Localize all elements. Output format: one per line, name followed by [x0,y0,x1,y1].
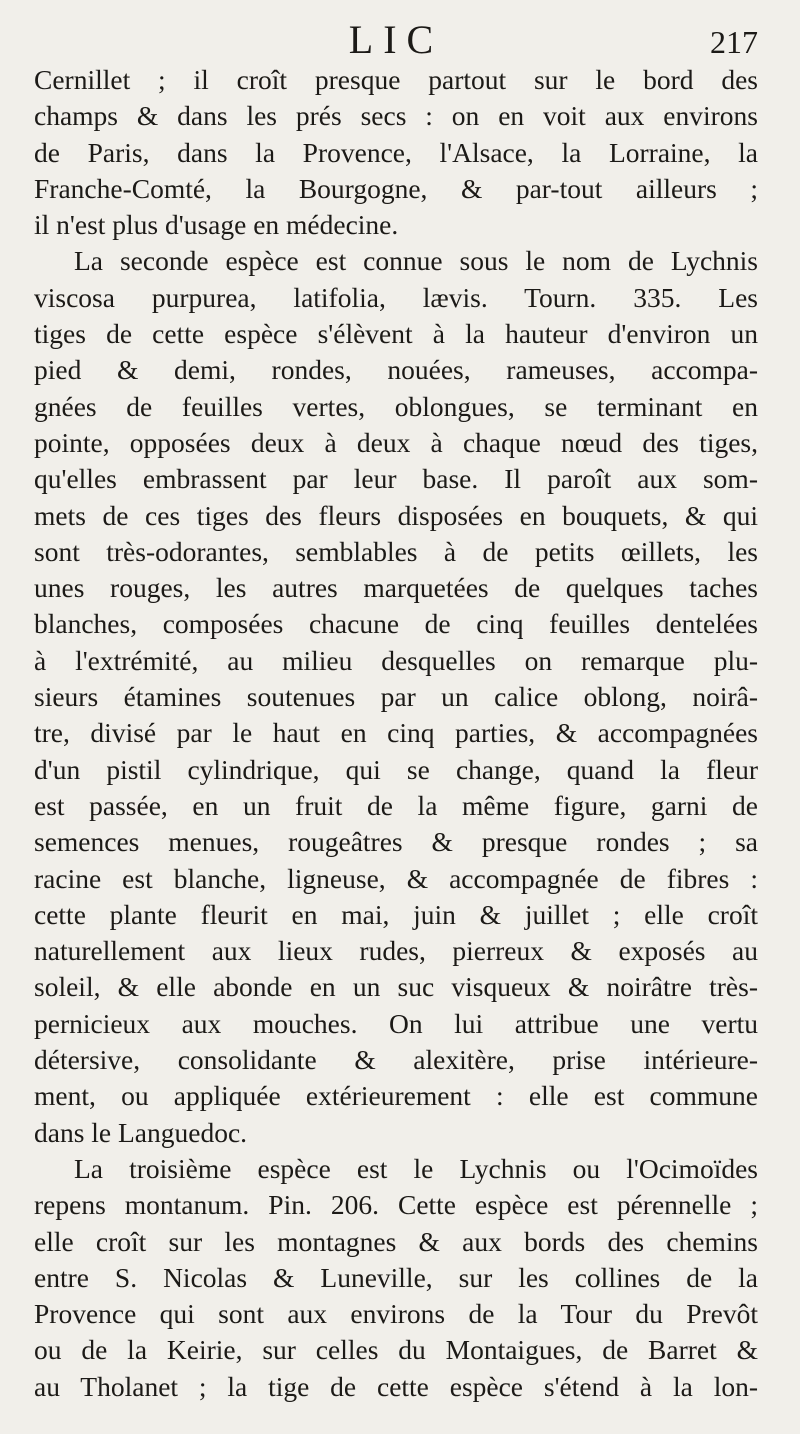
text-line: soleil, & elle abonde en un suc visqueux & noirâtre très- [34,971,758,1003]
text-line: La troisième espèce est le Lychnis ou l'Ocimoïdes [74,1152,758,1184]
text-line: entre S. Nicolas & Luneville, sur les collines de la [34,1261,758,1293]
body-text [34,62,758,1405]
text-line: pied & demi, rondes, nouées, rameuses, accompa- [34,354,758,386]
text-line: champs & dans les prés secs : on en voit aux environs [34,100,758,132]
text-line: ment, ou appliquée extérieurement : elle est commune [34,1080,758,1112]
text-line: à l'extrémité, au milieu desquelles on remarque plu- [34,644,758,676]
text-line: La seconde espèce est connue sous le nom de Lychnis [74,245,758,277]
text-line: de Paris, dans la Provence, l'Alsace, la Lorraine, la [34,136,758,168]
text-line: Franche-Comté, la Bourgogne, & par-tout ailleurs ; [34,172,758,204]
text-line: ou de la Keirie, sur celles du Montaigues, de Barret & [34,1334,758,1366]
text-line: tiges de cette espèce s'élèvent à la hauteur d'environ un [34,318,758,350]
text-line: mets de ces tiges des fleurs disposées en bouquets, & qui [34,499,758,531]
text-line: cette plante fleurit en mai, juin & juillet ; elle croît [34,898,758,930]
text-line: est passée, en un fruit de la même figure, garni de [34,789,758,821]
text-line: unes rouges, les autres marquetées de quelques taches [34,572,758,604]
text-line: sont très-odorantes, semblables à de petits œillets, les [34,535,758,567]
text-line: il n'est plus d'usage en médecine. [34,209,399,241]
text-line: qu'elles embrassent par leur base. Il paroît aux som- [34,463,758,495]
text-line: tre, divisé par le haut en cinq parties, & accompagnées [34,717,758,749]
text-line: gnées de feuilles vertes, oblongues, se terminant en [34,390,758,422]
page-number: 217 [710,24,758,60]
text-line: viscosa purpurea, latifolia, lævis. Tourn. 335. Les [34,281,758,313]
running-title: LIC [348,17,444,62]
text-line: racine est blanche, ligneuse, & accompagnée de fibres : [34,862,758,894]
text-line: Provence qui sont aux environs de la Tour du Prevôt [34,1298,758,1330]
text-line: blanches, composées chacune de cinq feuilles dentelées [34,608,758,640]
text-line: détersive, consolidante & alexitère, prise intérieure- [34,1044,758,1076]
text-line: pernicieux aux mouches. On lui attribue une vertu [34,1007,758,1039]
text-line: d'un pistil cylindrique, qui se change, quand la fleur [34,753,758,785]
text-line: pointe, opposées deux à deux à chaque nœud des tiges, [34,426,758,458]
text-line: semences menues, rougeâtres & presque rondes ; sa [34,826,758,858]
text-line: naturellement aux lieux rudes, pierreux & exposés au [34,935,758,967]
running-head [34,0,758,62]
text-line: repens montanum. Pin. 206. Cette espèce est pérennelle ; [34,1189,758,1221]
text-line: dans le Languedoc. [34,1116,248,1148]
text-line: elle croît sur les montagnes & aux bords des chemins [34,1225,758,1257]
text-line: sieurs étamines soutenues par un calice oblong, noirâ- [34,681,758,713]
text-line: Cernillet ; il croît presque partout sur le bord des [34,64,758,95]
text-line: au Tholanet ; la tige de cette espèce s'étend à la lon- [34,1370,758,1402]
